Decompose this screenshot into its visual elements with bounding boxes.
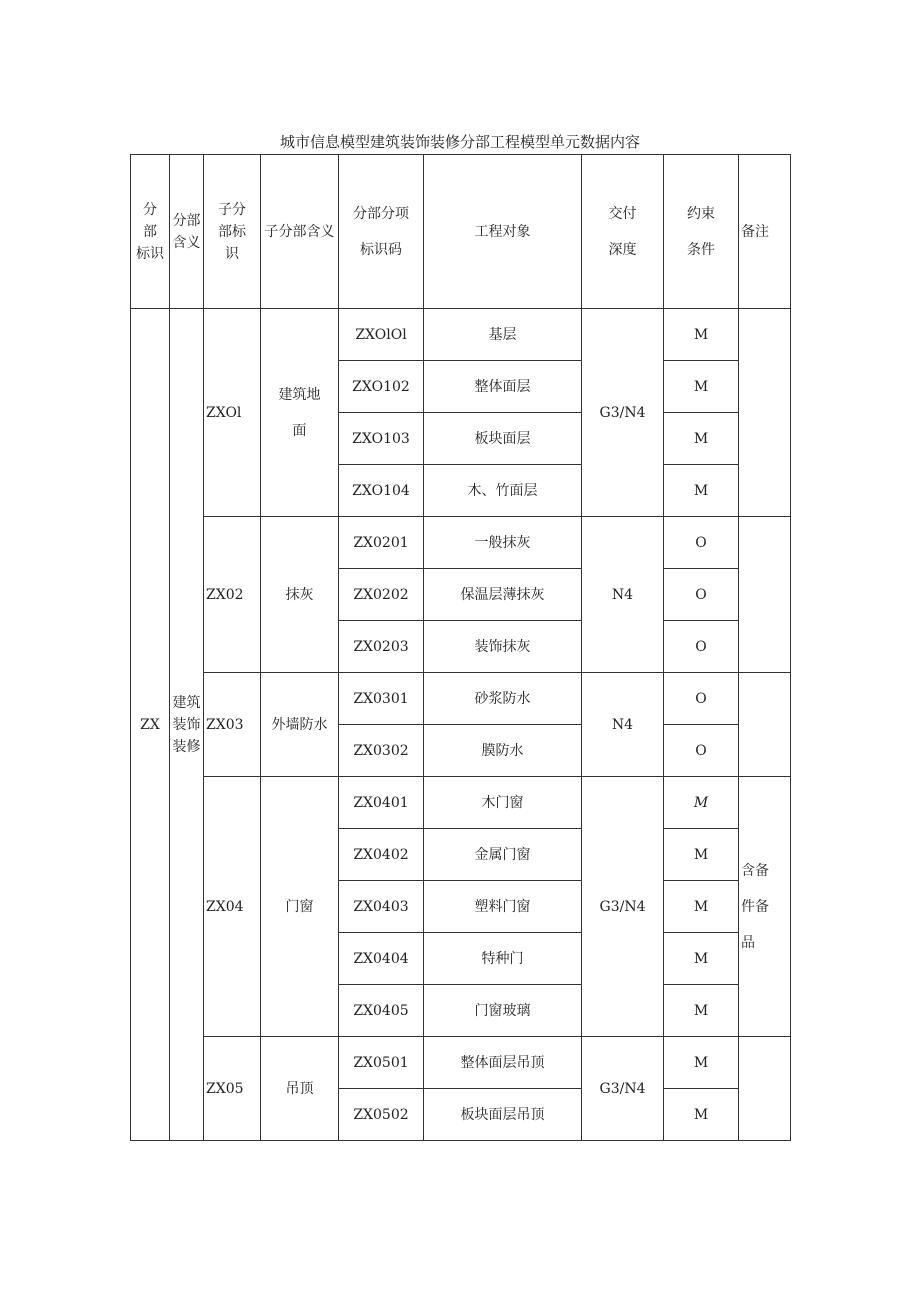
- constraint-cell: M: [664, 881, 739, 933]
- remark-cell: [739, 673, 791, 777]
- sub-id-cell: ZX04: [204, 777, 261, 1037]
- constraint-cell: M: [664, 1037, 739, 1089]
- sub-meaning-cell: 外墙防水: [261, 673, 339, 777]
- code-cell: ZX0302: [339, 725, 424, 777]
- table-row: [131, 673, 791, 725]
- remark-cell: 含备 件备 品: [739, 777, 791, 1037]
- depth-cell: N4: [582, 517, 664, 673]
- header-code: 分部分项 标识码: [339, 155, 424, 309]
- code-cell: ZXOlOl: [339, 309, 424, 361]
- header-division-meaning: 分部 含义: [170, 155, 204, 309]
- constraint-cell: M: [664, 309, 739, 361]
- remark-cell: [739, 517, 791, 673]
- object-cell: 一般抹灰: [424, 517, 582, 569]
- header-depth: 交付 深度: [582, 155, 664, 309]
- sub-meaning-cell: 抹灰: [261, 517, 339, 673]
- table-row: [131, 309, 791, 361]
- constraint-cell: M: [664, 361, 739, 413]
- object-cell: 塑料门窗: [424, 881, 582, 933]
- object-cell: 金属门窗: [424, 829, 582, 881]
- code-cell: ZXO102: [339, 361, 424, 413]
- object-cell: 木、竹面层: [424, 465, 582, 517]
- code-cell: ZX0405: [339, 985, 424, 1037]
- code-cell: ZX0403: [339, 881, 424, 933]
- division-id-cell: ZX: [131, 309, 170, 1141]
- header-division-id: 分 部 标识: [131, 155, 170, 309]
- header-sub-meaning: 子分部含义: [261, 155, 339, 309]
- object-cell: 板块面层: [424, 413, 582, 465]
- sub-id-cell: ZX02: [204, 517, 261, 673]
- sub-id-cell: ZX05: [204, 1037, 261, 1141]
- remark-cell: [739, 309, 791, 517]
- sub-meaning-cell: 吊顶: [261, 1037, 339, 1141]
- constraint-cell: M: [664, 985, 739, 1037]
- constraint-cell: O: [664, 569, 739, 621]
- code-cell: ZX0301: [339, 673, 424, 725]
- code-cell: ZX0501: [339, 1037, 424, 1089]
- depth-cell: G3/N4: [582, 1037, 664, 1141]
- object-cell: 保温层薄抹灰: [424, 569, 582, 621]
- sub-id-cell: ZX03: [204, 673, 261, 777]
- constraint-cell: M: [664, 777, 739, 829]
- header-constraint: 约束 条件: [664, 155, 739, 309]
- constraint-cell: O: [664, 621, 739, 673]
- object-cell: 膜防水: [424, 725, 582, 777]
- object-cell: 板块面层吊顶: [424, 1089, 582, 1141]
- constraint-cell: M: [664, 1089, 739, 1141]
- code-cell: ZX0502: [339, 1089, 424, 1141]
- table-row: [131, 777, 791, 829]
- constraint-cell: M: [664, 413, 739, 465]
- page-title: 城市信息模型建筑装饰装修分部工程模型单元数据内容: [279, 133, 640, 151]
- code-cell: ZXO104: [339, 465, 424, 517]
- depth-cell: G3/N4: [582, 777, 664, 1037]
- constraint-cell: O: [664, 517, 739, 569]
- object-cell: 特种门: [424, 933, 582, 985]
- object-cell: 装饰抹灰: [424, 621, 582, 673]
- header-remark: 备注: [739, 155, 791, 309]
- code-cell: ZX0404: [339, 933, 424, 985]
- code-cell: ZX0401: [339, 777, 424, 829]
- object-cell: 木门窗: [424, 777, 582, 829]
- code-cell: ZX0402: [339, 829, 424, 881]
- depth-cell: G3/N4: [582, 309, 664, 517]
- header-object: 工程对象: [424, 155, 582, 309]
- sub-id-cell: ZXOl: [204, 309, 261, 517]
- object-cell: 门窗玻璃: [424, 985, 582, 1037]
- header-row: [131, 155, 791, 309]
- code-cell: ZX0203: [339, 621, 424, 673]
- code-cell: ZXO103: [339, 413, 424, 465]
- constraint-cell: O: [664, 725, 739, 777]
- constraint-cell: M: [664, 829, 739, 881]
- table-row: [131, 1037, 791, 1089]
- object-cell: 砂浆防水: [424, 673, 582, 725]
- sub-meaning-cell: 建筑地 面: [261, 309, 339, 517]
- constraint-cell: O: [664, 673, 739, 725]
- table-row: [131, 517, 791, 569]
- constraint-cell: M: [664, 933, 739, 985]
- object-cell: 整体面层吊顶: [424, 1037, 582, 1089]
- constraint-cell: M: [664, 465, 739, 517]
- data-table: [130, 154, 791, 1141]
- header-sub-id: 子分 部标 识: [204, 155, 261, 309]
- code-cell: ZX0201: [339, 517, 424, 569]
- remark-cell: [739, 1037, 791, 1141]
- depth-cell: N4: [582, 673, 664, 777]
- division-meaning-cell: 建筑 装饰 装修: [170, 309, 204, 1141]
- object-cell: 整体面层: [424, 361, 582, 413]
- object-cell: 基层: [424, 309, 582, 361]
- sub-meaning-cell: 门窗: [261, 777, 339, 1037]
- code-cell: ZX0202: [339, 569, 424, 621]
